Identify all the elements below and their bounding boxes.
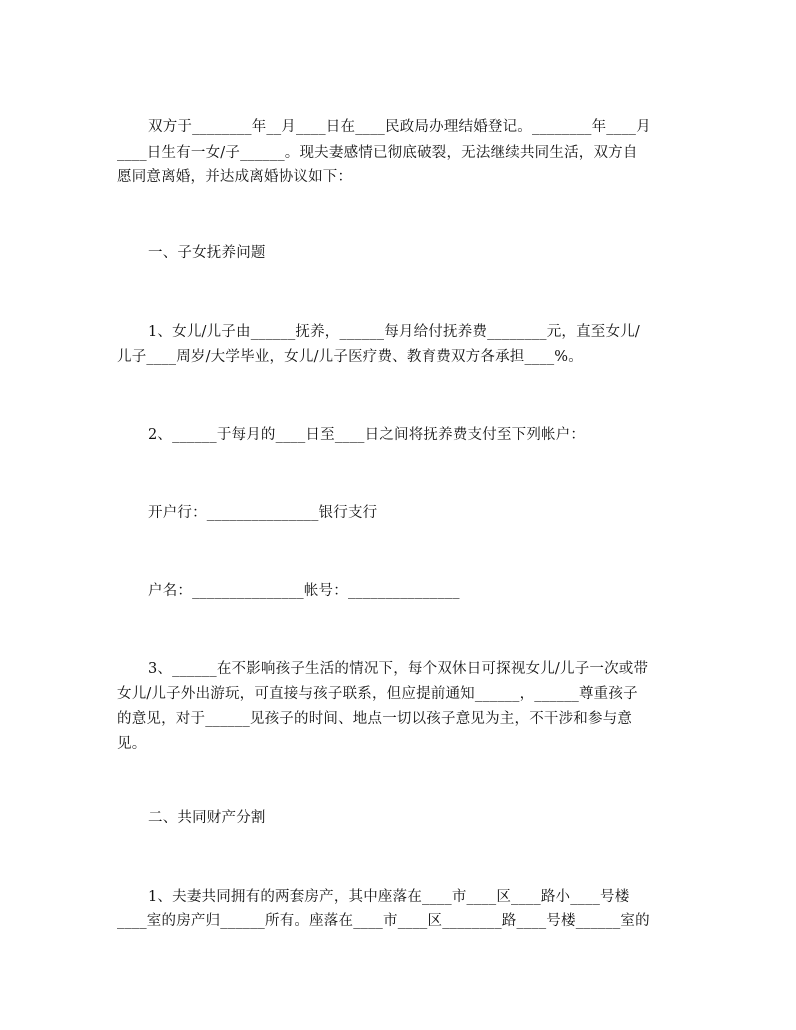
intro-line-3: 愿同意离婚，并达成离婚协议如下： <box>117 169 353 185</box>
account-name-number-line: 户名：_______________帐号：_______________ <box>148 583 460 599</box>
section-heading-child-custody: 一、子女抚养问题 <box>148 245 266 261</box>
item-2: 2、______于每月的____日至____日之间将抚养费支付至下列帐户： <box>148 427 586 443</box>
item-1-line-2: 儿子____周岁/大学毕业，女儿/儿子医疗费、教育费双方各承担____%。 <box>117 349 583 365</box>
bank-branch-line: 开户行：_______________银行支行 <box>148 505 378 521</box>
item-3-line-1: 3、______在不影响孩子生活的情况下，每个双休日可探视女儿/儿子一次或带 <box>148 661 649 677</box>
item-3-line-3: 的意见，对于______见孩子的时间、地点一切以孩子意见为主，不干涉和参与意 <box>117 711 633 727</box>
property-item-1-line-1: 1、夫妻共同拥有的两套房产，其中座落在____市____区____路小____号楼 <box>148 889 630 905</box>
item-1-line-1: 1、女儿/儿子由______抚养，______每月给付抚养费________元，直至女儿/ <box>148 324 640 340</box>
intro-line-1: 双方于________年__月____日在____民政局办理结婚登记。________年____月 <box>148 119 651 135</box>
item-3-line-4: 见。 <box>117 736 147 752</box>
intro-line-2: ____日生有一女/子______。现夫妻感情已彻底破裂，无法继续共同生活，双方自 <box>117 145 638 161</box>
item-3-line-2: 女儿/儿子外出游玩，可直接与孩子联系，但应提前通知______，______尊重孩子 <box>117 686 638 702</box>
property-item-1-line-2: ____室的房产归______所有。座落在____市____区________路____号楼______室的 <box>117 913 650 929</box>
section-heading-property-division: 二、共同财产分割 <box>148 810 266 826</box>
